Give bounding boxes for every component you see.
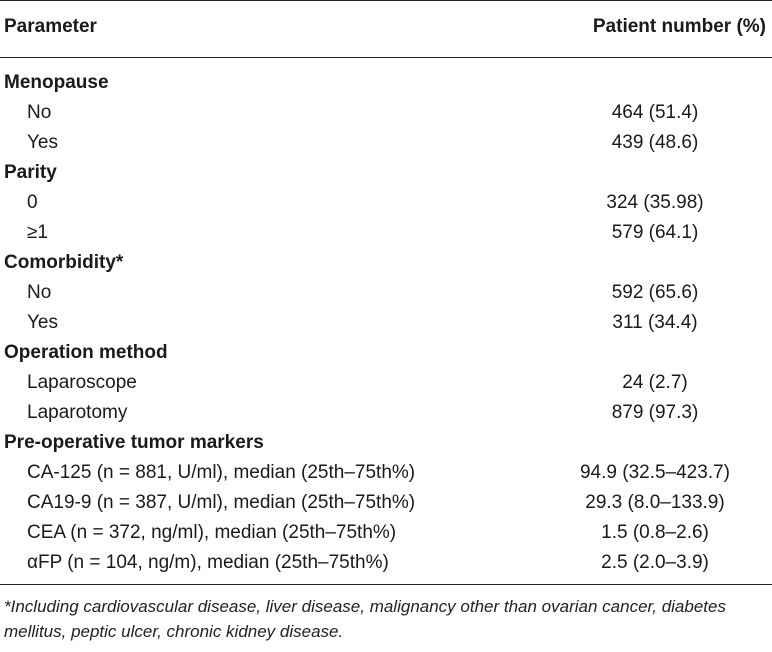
table-row — [0, 518, 772, 548]
row-value: 29.3 (8.0–133.9) — [585, 492, 725, 513]
row-value: 24 (2.7) — [622, 372, 688, 393]
table-row — [0, 188, 772, 218]
row-value: 579 (64.1) — [611, 222, 699, 243]
row-label: αFP (n = 104, ng/m), median (25th–75th%) — [27, 552, 389, 573]
row-label: ≥1 — [27, 222, 48, 243]
row-label: CA19-9 (n = 387, U/ml), median (25th–75th%) — [27, 492, 416, 513]
row-value: 311 (34.4) — [612, 312, 698, 333]
row-label: CEA (n = 372, ng/ml), median (25th–75th%) — [27, 522, 397, 543]
row-label: CA-125 (n = 881, U/ml), median (25th–75th%) — [27, 462, 416, 483]
table-row — [0, 128, 772, 158]
table-row — [0, 308, 772, 338]
group-row — [0, 68, 772, 98]
row-label: Yes — [27, 312, 58, 333]
row-value: 464 (51.4) — [611, 102, 699, 123]
row-label: Yes — [27, 132, 58, 153]
table-row — [0, 398, 772, 428]
row-label: Menopause — [4, 72, 109, 93]
table-row — [0, 218, 772, 248]
header-parameter: Parameter — [4, 16, 97, 37]
row-value: 592 (65.6) — [611, 282, 699, 303]
table-row — [0, 368, 772, 398]
bottom-rule — [0, 584, 772, 585]
row-value: 94.9 (32.5–423.7) — [579, 462, 730, 483]
row-value: 324 (35.98) — [606, 192, 704, 213]
row-label: Parity — [4, 162, 57, 183]
table-row — [0, 548, 772, 578]
table-header — [0, 0, 772, 58]
row-value: 879 (97.3) — [611, 402, 699, 423]
footnote: *Including cardiovascular disease, liver disease, malignancy other than ovarian cancer, diabetes mellitus, peptic ulcer, chronic kidney disease. — [4, 597, 726, 641]
group-row — [0, 248, 772, 278]
row-label: No — [27, 282, 52, 303]
row-value: 439 (48.6) — [611, 132, 699, 153]
row-label: Comorbidity* — [4, 252, 124, 273]
row-label: Operation method — [4, 342, 168, 363]
table-row — [0, 278, 772, 308]
header-patient-number: Patient number (%) — [592, 16, 766, 37]
table-row — [0, 488, 772, 518]
table-row — [0, 458, 772, 488]
group-row — [0, 338, 772, 368]
row-label: No — [27, 102, 52, 123]
row-label: 0 — [27, 192, 38, 213]
row-label: Laparotomy — [27, 402, 128, 423]
table-row — [0, 98, 772, 128]
group-row — [0, 158, 772, 188]
row-label: Laparoscope — [27, 372, 137, 393]
row-value: 2.5 (2.0–3.9) — [601, 552, 709, 573]
group-row — [0, 428, 772, 458]
row-value: 1.5 (0.8–2.6) — [601, 522, 709, 543]
row-label: Pre-operative tumor markers — [4, 432, 264, 453]
